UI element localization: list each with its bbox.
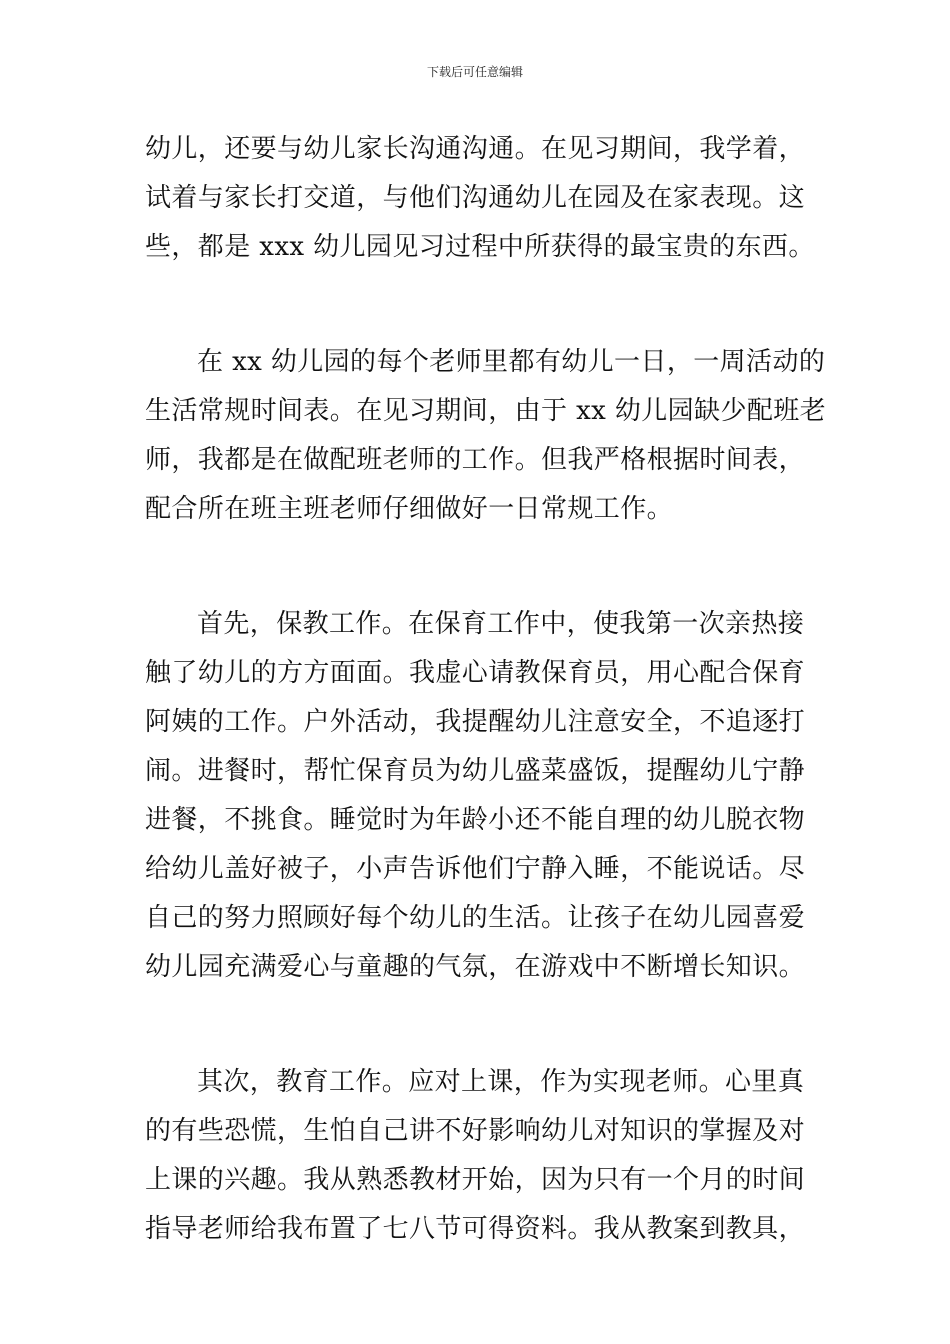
text-line: 试着与家长打交道，与他们沟通幼儿在园及在家表现。这 bbox=[145, 183, 806, 213]
paragraph-spacer bbox=[145, 534, 807, 600]
paragraph-spacer bbox=[145, 272, 807, 338]
document-body bbox=[145, 125, 827, 1254]
paragraph bbox=[145, 600, 807, 992]
text-line: 其次，教育工作。应对上课，作为实现老师。心里真 bbox=[197, 1067, 805, 1097]
text-line: 上课的兴趣。我从熟悉教材开始，因为只有一个月的时间 bbox=[145, 1165, 806, 1195]
text-line: 首先，保教工作。在保育工作中，使我第一次亲热接 bbox=[197, 609, 805, 639]
text-line: 些，都是 xxx 幼儿园见习过程中所获得的最宝贵的东西。 bbox=[145, 232, 815, 262]
page-header: 下载后可任意编辑 bbox=[426, 65, 523, 79]
text-line: 触了幼儿的方方面面。我虚心请教保育员，用心配合保育 bbox=[145, 658, 806, 688]
text-line: 配合所在班主班老师仔细做好一日常规工作。 bbox=[145, 494, 674, 524]
paragraph bbox=[145, 338, 827, 534]
text-line: 生活常规时间表。在见习期间，由于 xx 幼儿园缺少配班老 bbox=[145, 396, 827, 426]
text-line: 的有些恐慌，生怕自己讲不好影响幼儿对知识的掌握及对 bbox=[145, 1116, 806, 1146]
text-line: 阿姨的工作。户外活动，我提醒幼儿注意安全，不追逐打 bbox=[145, 707, 806, 737]
paragraph-spacer bbox=[145, 992, 807, 1058]
text-line: 师，我都是在做配班老师的工作。但我严格根据时间表， bbox=[145, 445, 806, 475]
text-line: 闹。进餐时，帮忙保育员为幼儿盛菜盛饭，提醒幼儿宁静 bbox=[145, 756, 806, 786]
text-line: 幼儿园充满爱心与童趣的气氛，在游戏中不断增长知识。 bbox=[145, 952, 806, 982]
text-line: 进餐，不挑食。睡觉时为年龄小还不能自理的幼儿脱衣物 bbox=[145, 805, 806, 835]
paragraph bbox=[145, 1058, 807, 1254]
text-line: 自己的努力照顾好每个幼儿的生活。让孩子在幼儿园喜爱 bbox=[145, 903, 806, 933]
text-line: 指导老师给我布置了七八节可得资料。我从教案到教具， bbox=[145, 1214, 806, 1244]
text-line: 给幼儿盖好被子，小声告诉他们宁静入睡，不能说话。尽 bbox=[145, 854, 806, 884]
paragraph bbox=[145, 125, 815, 272]
text-line: 在 xx 幼儿园的每个老师里都有幼儿一日，一周活动的 bbox=[197, 347, 826, 377]
text-line: 幼儿，还要与幼儿家长沟通沟通。在见习期间，我学着， bbox=[145, 134, 806, 164]
